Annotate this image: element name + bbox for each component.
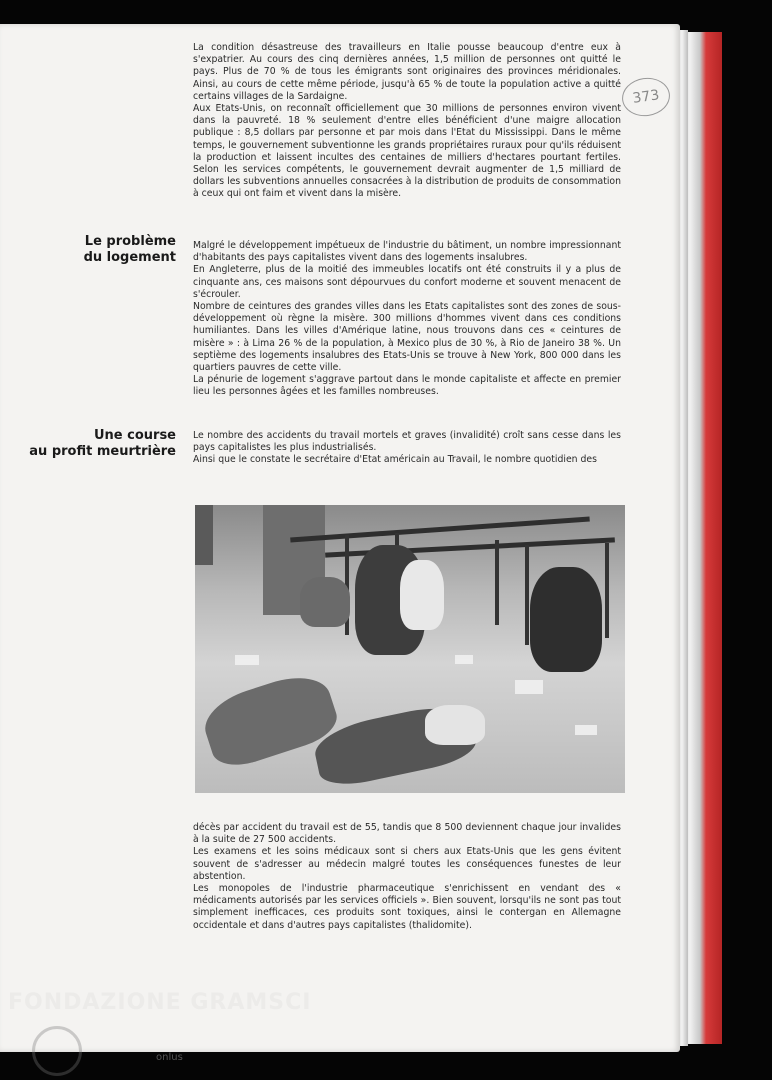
heading-line: au profit meurtrière (29, 444, 176, 459)
book-edge-red (682, 32, 722, 1044)
paragraph: La condition désastreuse des travailleurs en Italie pousse beaucoup d'entre eux à s'expatrier. Au cours des cinq dernières années, 1,5 million de personnes ont quitté le pays. Plus de 70 % de tous les émigrants sont originaires des provinces méridionales. Ainsi, au cours de cette même période, jusqu'à 65 % de toute la population active a quitté certains villages de la Sardaigne. (193, 42, 621, 102)
heading-line: Le problème (84, 234, 176, 249)
heading-line: Une course (93, 428, 176, 443)
paragraph: Malgré le développement impétueux de l'industrie du bâtiment, un nombre impressionnant d'habitants des pays capitalistes vivent dans des logements insalubres. (193, 240, 621, 264)
page-number-stamp: 373 (620, 75, 673, 119)
paragraph: Ainsi que le constate le secrétaire d'Etat américain au Travail, le nombre quotidien des (193, 454, 597, 466)
photo-column (195, 505, 213, 565)
top-text-block (193, 42, 621, 201)
paragraph: La pénurie de logement s'aggrave partout dans le monde capitaliste et affecte en premier lieu les personnes âgées et les familles nombreuses. (193, 374, 621, 398)
photo-bench-leg (525, 545, 529, 645)
paragraph: Nombre de ceintures des grandes villes dans les Etats capitalistes sont des zones de sous-développement où règne la misère. 300 millions d'hommes vivent dans ces conditions humiliantes. Dans les villes d'Amérique latine, nous trouvons dans ces « ceintures de misère » : à Lima 26 % de la population, à Mexico plus de 30 %, à Rio de Janeiro 38 %. Un septième des logements insalubres des Etats-Unis se trouve à New York, 800 000 dans les quartiers pauvres de cette ville. (193, 301, 621, 374)
photo-crouching-boy (530, 567, 602, 672)
photo-paper-scrap (575, 725, 597, 735)
archive-logo-icon (32, 1026, 82, 1076)
paragraph: En Angleterre, plus de la moitié des immeubles locatifs ont été construits il y a plus de cinquante ans, ces maisons sont dépourvues du confort moderne et souvent menacent de s'écrouler. (193, 264, 621, 300)
archive-watermark-suffix: onlus (156, 1052, 183, 1063)
paragraph: Les monopoles de l'industrie pharmaceutique s'enrichissent en vendant des « médicaments autorisés par les services officiels ». Bien souvent, lorsqu'ils ne sont pas tout simplement inefficaces, ces produits sont toxiques, ainsi le contergan en Allemagne occidentale et dans d'autres pays capitalistes (thalidomite). (193, 883, 621, 931)
heading-profit-race (0, 428, 176, 460)
paragraph: Le nombre des accidents du travail mortels et graves (invalidité) croît sans cesse dans les pays capitalistes les plus industrialisés. (193, 430, 621, 454)
bottom-text-block (193, 822, 621, 932)
photo-bench-rail (290, 517, 590, 543)
housing-text-block (193, 240, 621, 399)
photo-white-shirt (400, 560, 444, 630)
photo-bench-leg (495, 540, 499, 625)
race-text-block (193, 430, 621, 467)
archive-watermark: FONDAZIONE GRAMSCI (8, 990, 312, 1015)
photo-figure (300, 577, 350, 627)
paragraph: décès par accident du travail est de 55, tandis que 8 500 deviennent chaque jour invalides à la suite de 27 500 accidents. (193, 822, 621, 846)
photo-white-shirt (425, 705, 485, 745)
heading-housing (0, 234, 176, 266)
photo-workers-on-floor (195, 505, 625, 793)
photo-paper-scrap (515, 680, 543, 694)
heading-line: du logement (83, 250, 176, 265)
photo-paper-scrap (455, 655, 473, 664)
photo-paper-scrap (235, 655, 259, 665)
photo-bench-leg (605, 543, 609, 638)
paragraph: Aux Etats-Unis, on reconnaît officiellement que 30 millions de personnes environ vivent dans la pauvreté. 18 % seulement d'entre elles bénéficient d'une maigre allocation publique : 8,5 dollars par personne et par mois dans l'Etat du Mississippi. Dans le même temps, le gouvernement subventionne les grands propriétaires ruraux pour qu'ils réduisent la production et laissent incultes des centaines de milliers d'hectares pourtant fertiles. Selon les services compétents, le gouvernement devrait augmenter de 1,5 milliard de dollars les subventions annuelles consacrées à la distribution de produits de consommation à ceux qui ont faim et vivent dans la misère. (193, 103, 621, 200)
paragraph: Les examens et les soins médicaux sont si chers aux Etats-Unis que les gens évitent souvent de s'adresser au médecin malgré toutes les conséquences funestes de leur abstention. (193, 846, 621, 882)
